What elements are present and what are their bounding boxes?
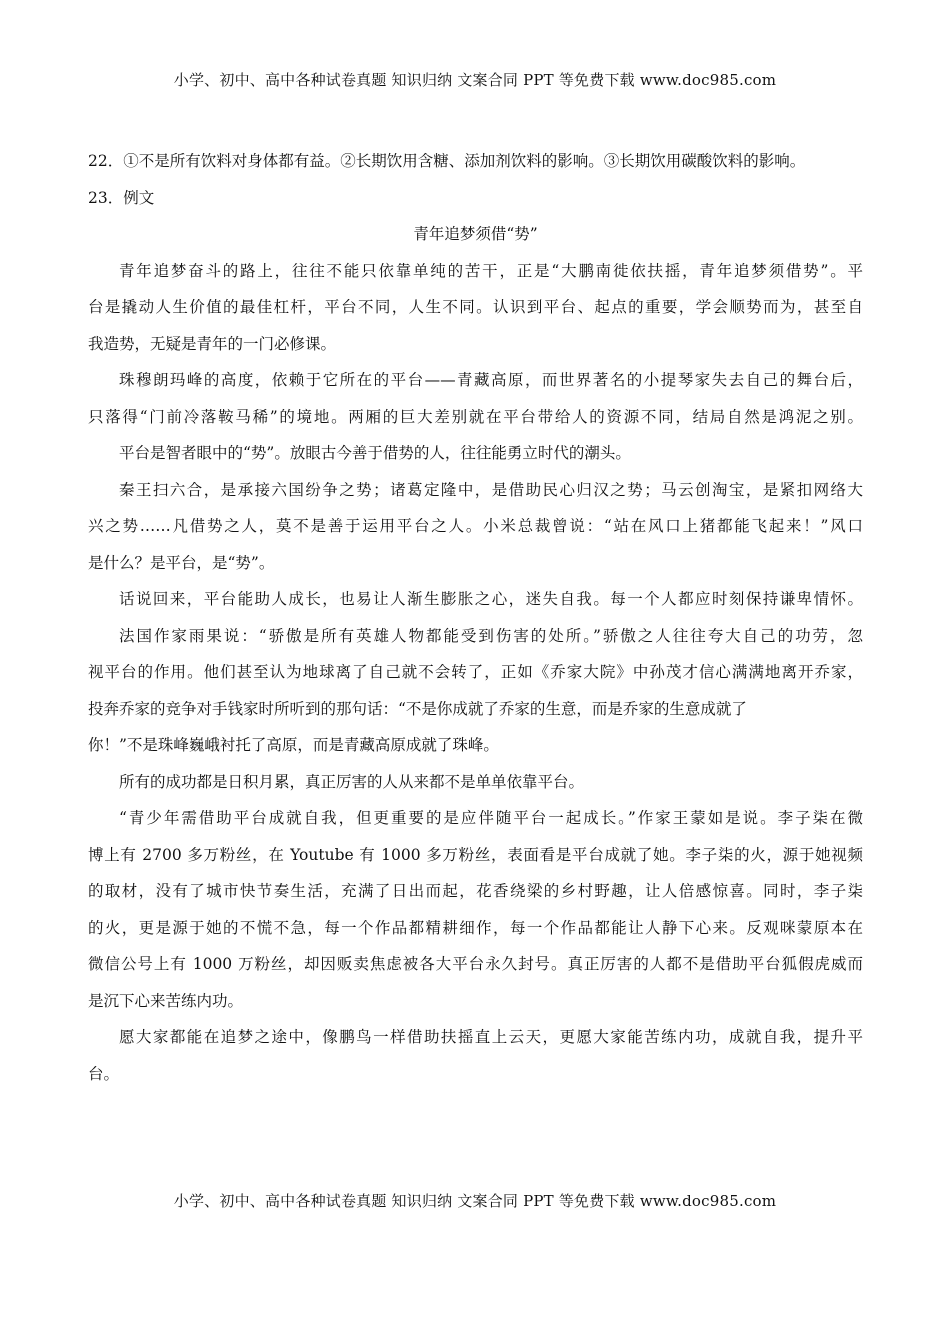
essay-line: 的火，更是源于她的不慌不急，每一个作品都精耕细作，每一个作品都能让人静下心来。反观咪蒙原本在 — [88, 918, 863, 937]
document-body — [88, 143, 863, 1092]
essay-line: 秦王扫六合，是承接六国纷争之势；诸葛定隆中，是借助民心归汉之势；马云创淘宝，是紧扣网络大 — [119, 480, 863, 499]
essay-line: 平台是智者眼中的“势”。放眼古今善于借势的人，往往能勇立时代的潮头。 — [119, 444, 631, 462]
essay-line: 博上有 2700 多万粉丝，在 Youtube 有 1000 多万粉丝，表面看是平台成就了她。李子柒的火，源于她视频 — [88, 845, 863, 864]
essay-line: 视平台的作用。他们甚至认为地球离了自己就不会转了，正如《乔家大院》中孙茂才信心满满地离开乔家， — [88, 663, 863, 681]
essay-line: 台。 — [88, 1064, 120, 1083]
essay-line: 是什么？是平台，是“势”。 — [88, 553, 275, 572]
essay-line: “青少年需借助平台成就自我，但更重要的是应伴随平台一起成长。”作家王蒙如是说。李子柒在微 — [119, 809, 863, 827]
essay-line: 话说回来，平台能助人成长，也易让人渐生膨胀之心，迷失自我。每一个人都应时刻保持谦卑情怀。 — [119, 590, 863, 608]
essay-line: 愿大家都能在追梦之途中，像鹏鸟一样借助扶摇直上云天，更愿大家能苦练内功，成就自我，提升平 — [119, 1028, 863, 1046]
essay-line: 投奔乔家的竞争对手钱家时所听到的那句话：“不是你成就了乔家的生意，而是乔家的生意成就了 — [88, 699, 747, 718]
essay-line: 只落得“门前冷落鞍马稀”的境地。两厢的巨大差别就在平台带给人的资源不同，结局自然是鸿泥之别。 — [88, 407, 863, 426]
answer-23-label: 23．例文 — [88, 188, 155, 207]
essay-line: 所有的成功都是日积月累，真正厉害的人从来都不是单单依靠平台。 — [119, 772, 585, 791]
essay-line: 是沉下心来苦练内功。 — [88, 991, 244, 1010]
essay-line: 兴之势……凡借势之人，莫不是善于运用平台之人。小米总裁曾说：“站在风口上猪都能飞起来！”风口 — [88, 517, 863, 535]
essay-line: 我造势，无疑是青年的一门必修课。 — [88, 334, 337, 353]
essay-line: 你！”不是珠峰巍峨衬托了高原，而是青藏高原成就了珠峰。 — [88, 736, 499, 754]
essay-line: 的取材，没有了城市快节奏生活，充满了日出而起，花香绕梁的乡村野趣，让人倍感惊喜。同时，李子柒 — [88, 882, 863, 900]
essay-line: 珠穆朗玛峰的高度，依赖于它所在的平台——青藏高原，而世界著名的小提琴家失去自己的舞台后， — [119, 371, 863, 389]
essay-line: 微信公号上有 1000 万粉丝，却因贩卖焦虑被各大平台永久封号。真正厉害的人都不是借助平台狐假虎威而 — [88, 955, 863, 973]
essay-line: 青年追梦奋斗的路上，往往不能只依靠单纯的苦干，正是“大鹏南徙依扶摇，青年追梦须借势”。平 — [119, 261, 863, 280]
essay-line: 法国作家雨果说：“骄傲是所有英雄人物都能受到伤害的处所。”骄傲之人往往夸大自己的功劳，忽 — [119, 626, 863, 645]
essay-title: 青年追梦须借“势” — [413, 225, 538, 243]
answer-22: 22．①不是所有饮料对身体都有益。②长期饮用含糖、添加剂饮料的影响。③长期饮用碳酸饮料的影响。 — [88, 152, 806, 170]
essay-line: 台是撬动人生价值的最佳杠杆，平台不同，人生不同。认识到平台、起点的重要，学会顺势而为，甚至自 — [88, 298, 863, 316]
page-footer: 小学、初中、高中各种试卷真题 知识归纳 文案合同 PPT 等免费下载 www.doc985.com — [173, 1192, 777, 1210]
page-header: 小学、初中、高中各种试卷真题 知识归纳 文案合同 PPT 等免费下载 www.doc985.com — [173, 71, 777, 89]
